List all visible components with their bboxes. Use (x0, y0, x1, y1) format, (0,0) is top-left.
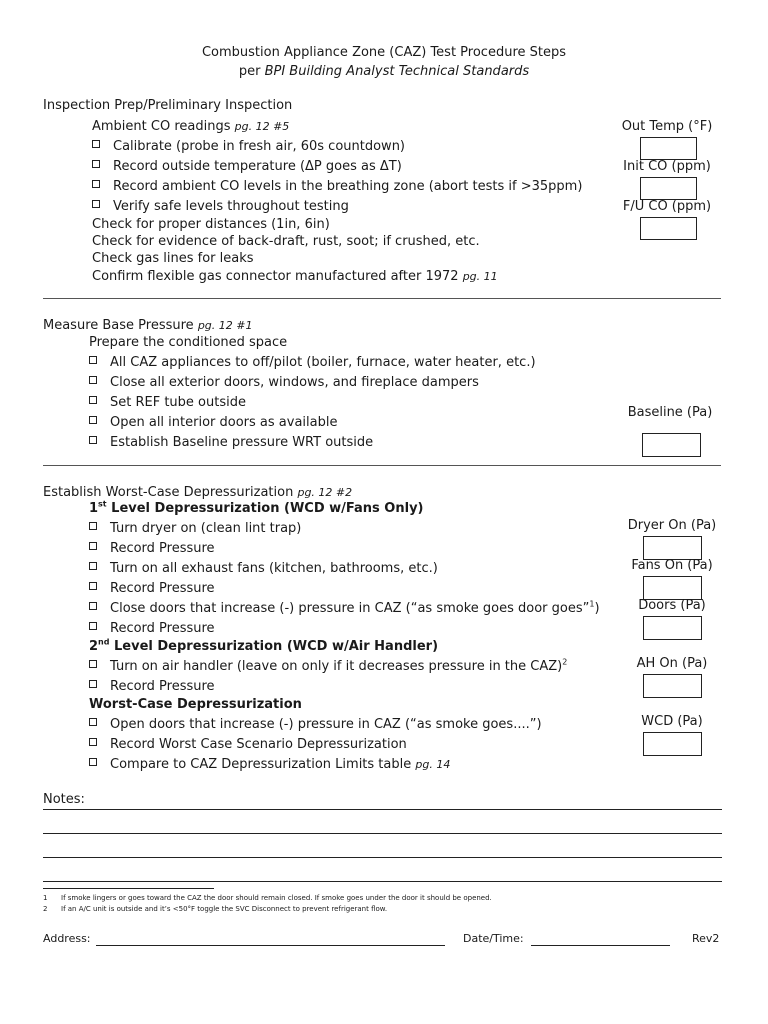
notes-line[interactable] (43, 881, 722, 882)
checkbox-icon[interactable] (89, 758, 97, 766)
revision-label: Rev2 (692, 932, 720, 945)
baseline-field[interactable] (642, 433, 701, 457)
init-co-field[interactable] (640, 177, 697, 200)
checklist-item-label: Record Worst Case Scenario Depressurization (110, 737, 407, 752)
checklist-item-label: Calibrate (probe in fresh air, 60s countdown) (113, 139, 405, 154)
checklist-item[interactable] (89, 521, 301, 536)
date-time-label: Date/Time: (463, 932, 524, 945)
checklist-item-label: Record outside temperature (ΔP goes as ΔT) (113, 159, 402, 174)
checkbox-icon[interactable] (89, 660, 97, 668)
checklist-item-label: All CAZ appliances to off/pilot (boiler, furnace, water heater, etc.) (110, 355, 536, 370)
check-line: Check gas lines for leaks (92, 251, 254, 266)
footnote-divider (43, 888, 214, 889)
ambient-co-line (92, 119, 289, 134)
checklist-item[interactable] (89, 679, 215, 694)
checklist-item-label: Verify safe levels throughout testing (113, 199, 349, 214)
checklist-item[interactable] (89, 737, 407, 752)
checklist-item[interactable] (89, 435, 373, 450)
fans-on-field[interactable] (643, 576, 702, 600)
checklist-item-label: Compare to CAZ Depressurization Limits table (110, 757, 412, 772)
init-co-label: Init CO (ppm) (623, 159, 711, 174)
checklist-item-label: Turn dryer on (clean lint trap) (110, 521, 302, 536)
checklist-item[interactable] (89, 601, 600, 616)
flex-connector-line (92, 269, 498, 284)
notes-label: Notes: (43, 792, 85, 807)
checklist-item-label: Set REF tube outside (110, 395, 246, 410)
checklist-item-label: Turn on air handler (leave on only if it decreases pressure in the CAZ) (110, 659, 563, 674)
checklist-item[interactable] (89, 757, 450, 772)
ah-on-label: AH On (Pa) (636, 656, 708, 671)
section-wcd-heading (43, 485, 352, 500)
checklist-item[interactable] (89, 355, 536, 370)
footnote-number: 2 (43, 905, 48, 913)
wcd-field[interactable] (643, 732, 702, 756)
checklist-item-label: Record Pressure (110, 679, 215, 694)
checklist-item-label: Open doors that increase (-) pressure in CAZ (“as smoke goes....”) (110, 717, 542, 732)
checklist-item-label: Record Pressure (110, 541, 215, 556)
checkbox-icon[interactable] (89, 562, 97, 570)
checklist-item[interactable] (89, 395, 246, 410)
notes-line[interactable] (43, 857, 722, 858)
checklist-item[interactable] (89, 561, 438, 576)
level2-sup: nd (98, 637, 110, 647)
checklist-item-label: Close all exterior doors, windows, and fireplace dampers (110, 375, 479, 390)
checkbox-icon[interactable] (92, 140, 100, 148)
section-base-pressure-heading (43, 318, 253, 333)
checklist-item[interactable] (89, 581, 215, 596)
checklist-item[interactable] (89, 717, 542, 732)
checklist-item[interactable] (92, 159, 402, 174)
subtitle-standard: BPI Building Analyst Technical Standards (264, 64, 530, 79)
checkbox-icon[interactable] (89, 436, 97, 444)
notes-line[interactable] (43, 833, 722, 834)
checkbox-icon[interactable] (92, 160, 100, 168)
page-title: Combustion Appliance Zone (CAZ) Test Procedure Steps (201, 45, 567, 60)
checkbox-icon[interactable] (89, 416, 97, 424)
check-line: Check for evidence of back-draft, rust, soot; if crushed, etc. (92, 234, 480, 249)
check-line: Check for proper distances (1in, 6in) (92, 217, 330, 232)
notes-line[interactable] (43, 809, 722, 810)
baseline-label: Baseline (Pa) (627, 405, 713, 420)
checklist-item-label: Turn on all exhaust fans (kitchen, bathrooms, etc.) (110, 561, 438, 576)
checklist-item[interactable] (89, 659, 567, 674)
ah-on-field[interactable] (643, 674, 702, 698)
level2-title: Level Depressurization (WCD w/Air Handler) (109, 639, 439, 654)
checkbox-icon[interactable] (89, 396, 97, 404)
checkbox-icon[interactable] (92, 200, 100, 208)
doors-field[interactable] (643, 616, 702, 640)
checklist-item[interactable] (92, 179, 582, 194)
ambient-co-label: Ambient CO readings (92, 119, 231, 134)
checkbox-icon[interactable] (92, 180, 100, 188)
prepare-space-label: Prepare the conditioned space (89, 335, 288, 350)
checkbox-icon[interactable] (89, 718, 97, 726)
doors-label: Doors (Pa) (638, 598, 706, 613)
out-temp-label: Out Temp (°F) (621, 119, 713, 134)
limits-table-ref: pg. 14 (415, 758, 451, 771)
level1-heading (89, 501, 423, 516)
level1-num: 1 (89, 501, 99, 516)
fu-co-field[interactable] (640, 217, 697, 240)
fu-co-label: F/U CO (ppm) (622, 199, 712, 214)
date-time-field[interactable] (531, 945, 670, 946)
checklist-item[interactable] (89, 621, 215, 636)
checkbox-icon[interactable] (89, 356, 97, 364)
section-divider (43, 298, 721, 299)
footnote-ref: 1 (589, 599, 595, 609)
level1-title: Level Depressurization (WCD w/Fans Only) (106, 501, 424, 516)
checkbox-icon[interactable] (89, 376, 97, 384)
footnote-number: 1 (43, 894, 48, 902)
wcd-title: Establish Worst-Case Depressurization (43, 485, 294, 500)
paren-close: ) (594, 601, 600, 616)
checklist-item-label: Record Pressure (110, 581, 215, 596)
wcd-label: WCD (Pa) (641, 714, 703, 729)
dryer-on-field[interactable] (643, 536, 702, 560)
checklist-item[interactable] (89, 375, 479, 390)
out-temp-field[interactable] (640, 137, 697, 160)
checklist-item-label: Establish Baseline pressure WRT outside (110, 435, 374, 450)
checkbox-icon[interactable] (89, 622, 97, 630)
checklist-item-label: Record Pressure (110, 621, 215, 636)
address-label: Address: (43, 932, 91, 945)
footnote-1 (43, 894, 492, 902)
checklist-item[interactable] (89, 541, 215, 556)
checkbox-icon[interactable] (89, 602, 97, 610)
checkbox-icon[interactable] (89, 680, 97, 688)
footnote-text: If an A/C unit is outside and it’s <50°F toggle the SVC Disconnect to prevent refrigerant flow. (61, 905, 388, 913)
page-subtitle (0, 64, 768, 79)
footnote-text: If smoke lingers or goes toward the CAZ the door should remain closed. If smoke goes under the door it should be opened. (61, 894, 492, 902)
checklist-item[interactable] (89, 415, 337, 430)
wcd-ref: pg. 12 #2 (297, 486, 353, 499)
dryer-on-label: Dryer On (Pa) (627, 518, 717, 533)
checkbox-icon[interactable] (89, 582, 97, 590)
flex-connector-label: Confirm flexible gas connector manufactured after 1972 (92, 269, 459, 284)
address-field[interactable] (96, 945, 445, 946)
fans-on-label: Fans On (Pa) (631, 558, 713, 573)
level2-num: 2 (89, 639, 99, 654)
footnote-ref: 2 (562, 657, 568, 667)
base-pressure-ref: pg. 12 #1 (197, 319, 253, 332)
checkbox-icon[interactable] (89, 738, 97, 746)
flex-connector-ref: pg. 11 (462, 270, 498, 283)
checklist-item-label: Open all interior doors as available (110, 415, 338, 430)
section-divider (43, 465, 721, 466)
worst-case-heading: Worst-Case Depressurization (89, 697, 302, 712)
level2-heading (89, 639, 438, 654)
footnote-2 (43, 905, 387, 913)
subtitle-prefix: per (238, 64, 265, 79)
checklist-item[interactable] (92, 199, 349, 214)
checklist-item-label: Close doors that increase (-) pressure in CAZ (“as smoke goes door goes” (110, 601, 590, 616)
level1-sup: st (98, 499, 107, 509)
base-pressure-title: Measure Base Pressure (43, 318, 194, 333)
checkbox-icon[interactable] (89, 542, 97, 550)
section-inspection-heading: Inspection Prep/Preliminary Inspection (43, 98, 293, 113)
ambient-co-ref: pg. 12 #5 (234, 120, 290, 133)
checklist-item-label: Record ambient CO levels in the breathing zone (abort tests if >35ppm) (113, 179, 583, 194)
checkbox-icon[interactable] (89, 522, 97, 530)
checklist-item[interactable] (92, 139, 405, 154)
